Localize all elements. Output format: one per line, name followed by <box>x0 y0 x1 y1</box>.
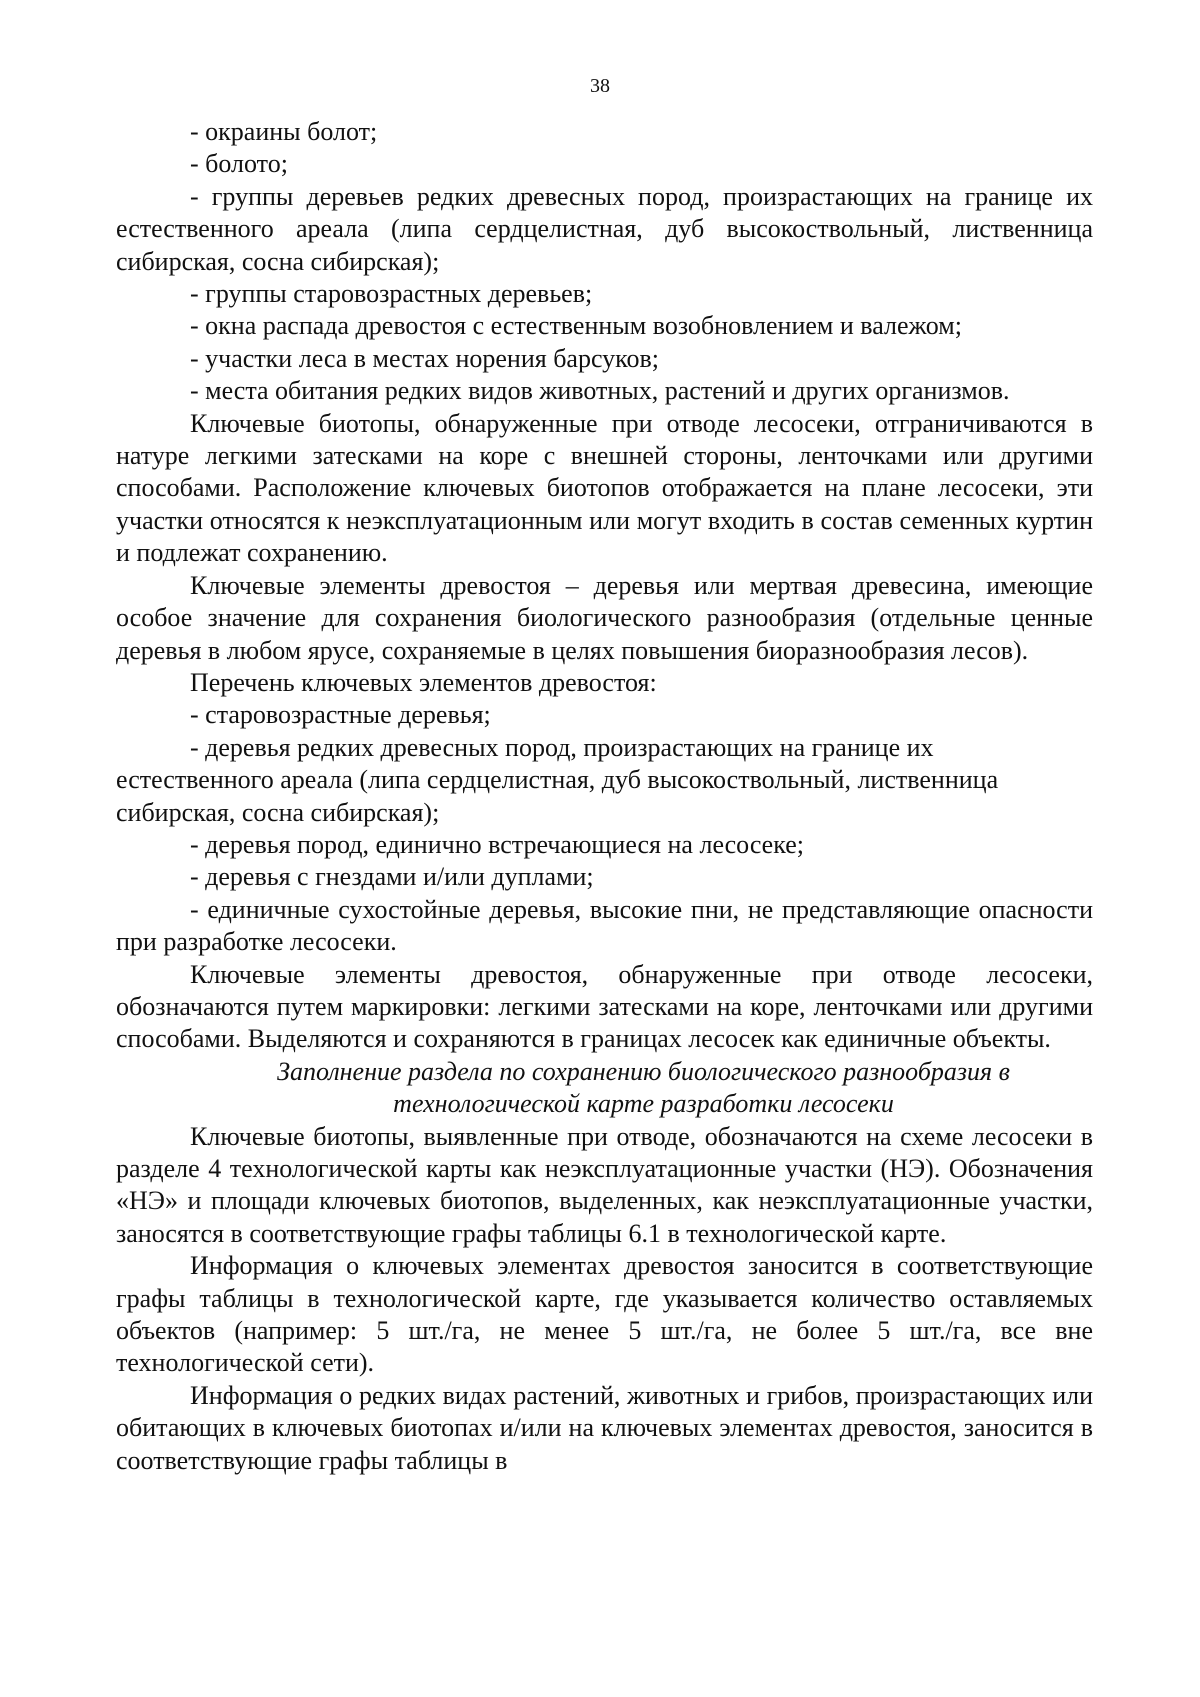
list-item: - деревья редких древесных пород, произрастающих на границе их естественного ареала (липа сердцелистная, дуб высокоствольный, лиственница сибирская, сосна сибирская); <box>116 732 999 827</box>
list-item: - старовозрастные деревья; <box>190 700 491 730</box>
list-item: - окна распада древостоя с естественным возобновлением и валежом; <box>190 311 962 341</box>
paragraph: Перечень ключевых элементов древостоя: <box>190 667 657 697</box>
list-item: - деревья пород, единично встречающиеся на лесосеке; <box>190 829 804 859</box>
list-item: - болото; <box>190 149 288 179</box>
document-body <box>116 116 1093 1477</box>
list-item: - группы старовозрастных деревьев; <box>190 279 593 309</box>
list-item: - окраины болот; <box>190 117 378 146</box>
paragraph: Ключевые биотопы, выявленные при отводе, обозначаются на схеме лесосеки в разделе 4 технологической карты как неэксплуатационные участки (НЭ). Обозначения «НЭ» и площади ключевых биотопов, выделенных, как неэксплуатационные участки, заносятся в соответствующие графы таблицы 6.1 в технологической карте. <box>116 1121 1093 1248</box>
paragraph: Информация о редких видах растений, животных и грибов, произрастающих или обитающих в ключевых биотопах и/или на ключевых элементах древостоя, заносится в соответствующие графы таблицы в <box>116 1380 1093 1475</box>
paragraph: Ключевые биотопы, обнаруженные при отводе лесосеки, отграничиваются в натуре легкими затесками на коре с внешней стороны, ленточками или другими способами. Расположение ключевых биотопов отображается на плане лесосеки, эти участки относятся к неэксплуатационным или могут входить в состав семенных куртин и подлежат сохранению. <box>116 408 1093 568</box>
list-item: - единичные сухостойные деревья, высокие пни, не представляющие опасности при разработке лесосеки. <box>116 894 1093 957</box>
section-heading: Заполнение раздела по сохранению биологического разнообразия в технологической карте разработки лесосеки <box>277 1056 1010 1119</box>
list-item: - группы деревьев редких древесных пород, произрастающих на границе их естественного ареала (липа сердцелистная, дуб высокоствольный, лиственница сибирская, сосна сибирская); <box>116 181 1093 276</box>
paragraph: Ключевые элементы древостоя, обнаруженные при отводе лесосеки, обозначаются путем маркировки: легкими затесками на коре, ленточками или другими способами. Выделяются и сохраняются в границах лесосек как единичные объекты. <box>116 959 1093 1054</box>
list-item: - места обитания редких видов животных, растений и других организмов. <box>190 376 1010 406</box>
list-item: - участки леса в местах норения барсуков; <box>190 343 659 373</box>
paragraph: Ключевые элементы древостоя – деревья или мертвая древесина, имеющие особое значение для сохранения биологического разнообразия (отдельные ценные деревья в любом ярусе, сохраняемые в целях повышения биоразнообразия лесов). <box>116 570 1093 665</box>
paragraph: Информация о ключевых элементах древостоя заносится в соответствующие графы таблицы в технологической карте, где указывается количество оставляемых объектов (например: 5 шт./га, не менее 5 шт./га, не более 5 шт./га, все вне технологической сети). <box>116 1251 1093 1378</box>
list-item: - деревья с гнездами и/или дуплами; <box>190 862 594 892</box>
page-number: 38 <box>590 75 610 97</box>
